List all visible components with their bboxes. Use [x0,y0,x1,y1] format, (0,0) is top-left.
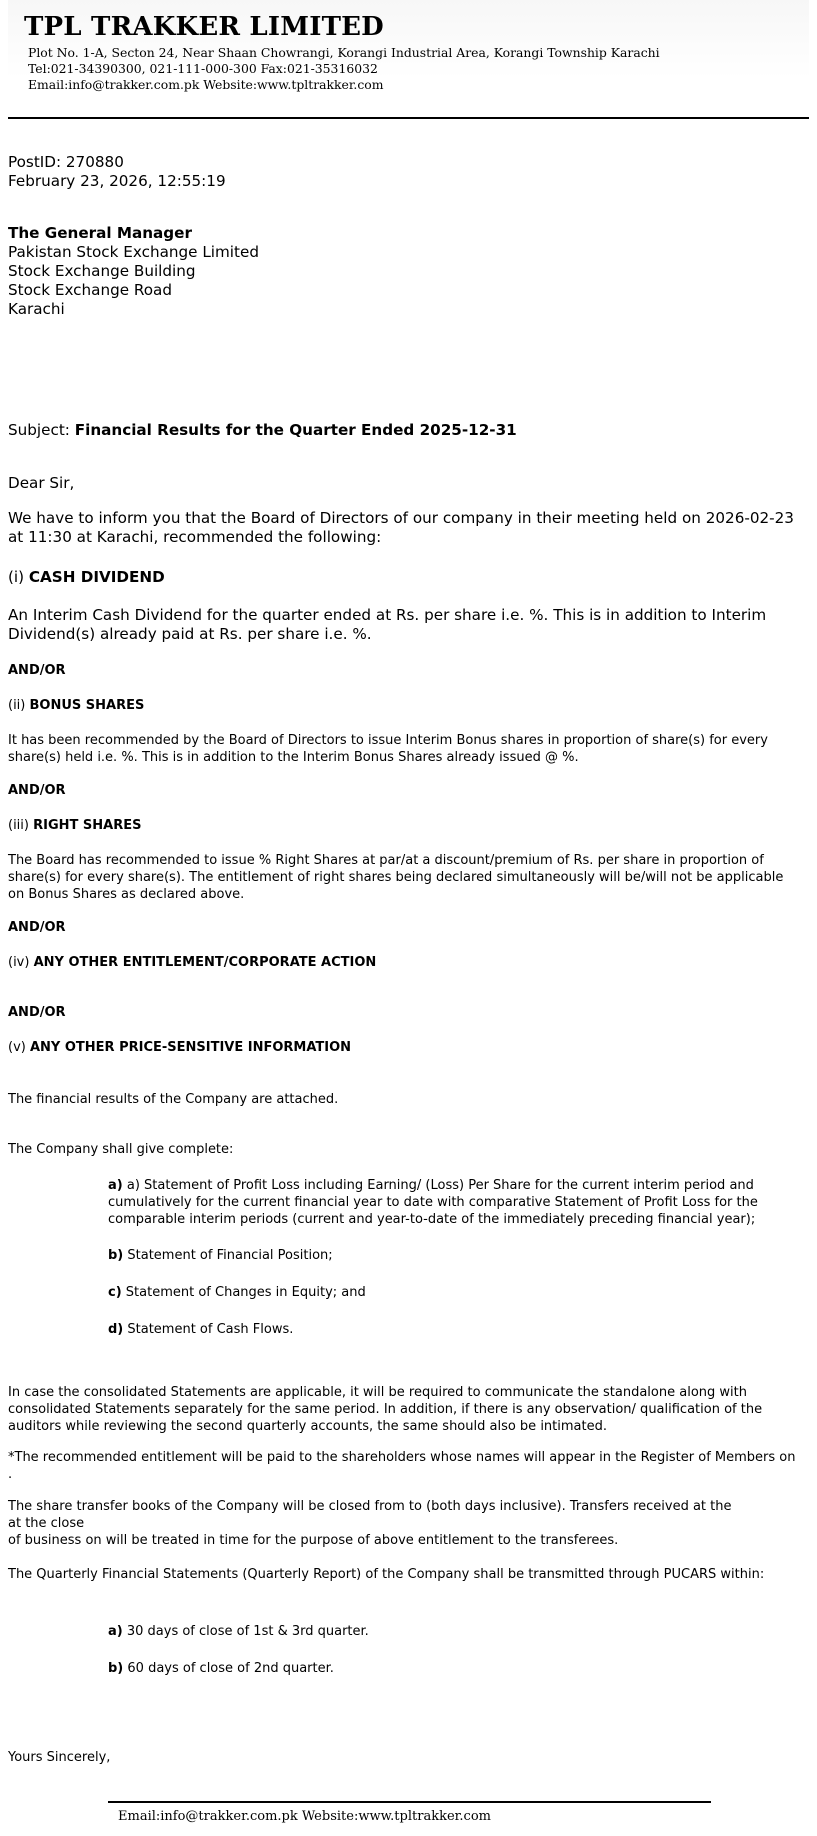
item-text: 60 days of close of 2nd quarter. [127,1661,334,1676]
and-or-label: AND/OR [8,783,66,798]
header-divider [8,117,809,119]
company-phones: Tel:021-34390300, 021-111-000-300 Fax:021-35316032 [28,61,378,76]
intro-paragraph: We have to inform you that the Board of Directors of our company in their meeting held on 2026-02-23 at 11:30 at Karachi, recommended the following: [8,509,794,546]
company-name: TPL TRAKKER LIMITED [24,12,384,42]
subject-text: Financial Results for the Quarter Ended 2025-12-31 [74,421,517,439]
pucars-item [108,1660,794,1677]
company-address: Plot No. 1-A, Secton 24, Near Shaan Chowrangi, Korangi Industrial Area, Korangi Township Karachi [28,45,660,60]
salutation: Dear Sir, [8,474,75,492]
entitlement-note: *The recommended entitlement will be paid to the shareholders whose names will appear in the Register of Members on . [8,1450,796,1482]
item-marker: a) [108,1624,123,1639]
transfer-books-line: The share transfer books of the Company will be closed from to (both days inclusive). Transfers received at the [8,1499,732,1514]
bonus-text: It has been recommended by the Board of Directors to issue Interim Bonus shares in proportion of share(s) for every share(s) held i.e. %. This is in addition to the Interim Bonus Shares already issued @ %. [8,733,768,765]
section-number: (iii) [8,818,29,833]
recipient-line: Stock Exchange Road [8,281,173,299]
footer-divider [108,1801,711,1803]
statement-item [108,1321,794,1338]
item-marker: d) [108,1322,124,1337]
company-contact: Email:info@trakker.com.pk Website:www.tpltrakker.com [28,77,384,92]
other-entitlement-heading [8,954,376,971]
post-datetime: February 23, 2026, 12:55:19 [8,172,226,190]
section-title: RIGHT SHARES [33,818,142,833]
closing-text: Yours Sincerely, [8,1750,111,1765]
item-text: Statement of Cash Flows. [127,1322,294,1337]
and-or-label: AND/OR [8,663,66,678]
section-title: ANY OTHER PRICE-SENSITIVE INFORMATION [29,1040,352,1055]
recipient-line: Stock Exchange Building [8,262,196,280]
section-title: ANY OTHER ENTITLEMENT/CORPORATE ACTION [33,955,377,970]
section-number: (v) [8,1040,26,1055]
post-id: PostID: 270880 [8,153,124,171]
section-number: (iv) [8,955,30,970]
subject-label: Subject: [8,421,70,439]
item-marker: b) [108,1661,124,1676]
subject-line [8,421,517,440]
footer-contact: Email:info@trakker.com.pk Website:www.tpltrakker.com [118,1809,491,1824]
section-title: BONUS SHARES [29,698,145,713]
statement-item [108,1284,794,1301]
and-or-label: AND/OR [8,920,66,935]
item-text: Statement of Changes in Equity; and [125,1285,366,1300]
item-marker: a) [108,1178,123,1193]
item-text: 30 days of close of 1st & 3rd quarter. [126,1624,369,1639]
pucars-item [108,1623,794,1640]
cash-dividend-text: An Interim Cash Dividend for the quarter ended at Rs. per share i.e. %. This is in addition to Interim Dividend(s) already paid at Rs. per share i.e. %. [8,606,767,643]
statement-item [108,1247,794,1264]
price-sensitive-heading [8,1039,351,1056]
shall-give-text: The Company shall give complete: [8,1142,234,1157]
transfer-books-line: of business on will be treated in time for the purpose of above entitlement to the transferees. [8,1533,619,1548]
item-marker: c) [108,1285,122,1300]
pucars-paragraph: The Quarterly Financial Statements (Quarterly Report) of the Company shall be transmitted through PUCARS within: [8,1567,765,1582]
right-shares-text: The Board has recommended to issue % Right Shares at par/at a discount/premium of Rs. per share in proportion of share(s) for every share(s). The entitlement of right shares being declared simultaneously will be/will not be applicable on Bonus Shares as declared above. [8,853,784,902]
section-title: CASH DIVIDEND [28,568,165,586]
item-text: Statement of Financial Position; [127,1248,333,1263]
recipient-line: Karachi [8,300,65,318]
cash-dividend-heading [8,568,165,587]
section-number: (ii) [8,698,26,713]
results-attached-text: The financial results of the Company are attached. [8,1092,339,1107]
statement-item [108,1177,794,1228]
consolidated-paragraph: In case the consolidated Statements are applicable, it will be required to communicate the standalone along with consolidated Statements separately for the same period. In addition, if there is any observation/ qualification of the auditors while reviewing the second quarterly accounts, the same should also be intimated. [8,1385,763,1434]
recipient-title: The General Manager [8,224,192,242]
transfer-books-line: at the close [8,1516,85,1531]
item-text: a) Statement of Profit Loss including Earning/ (Loss) Per Share for the current interim period and cumulatively for the current financial year to date with comparative Statement of Profit Loss for the comparable interim periods (current and year-to-date of the immediately preceding financial year); [108,1178,758,1227]
and-or-label: AND/OR [8,1005,66,1020]
section-number: (i) [8,568,25,586]
bonus-heading [8,697,144,714]
recipient-line: Pakistan Stock Exchange Limited [8,243,259,261]
right-shares-heading [8,817,141,834]
item-marker: b) [108,1248,124,1263]
